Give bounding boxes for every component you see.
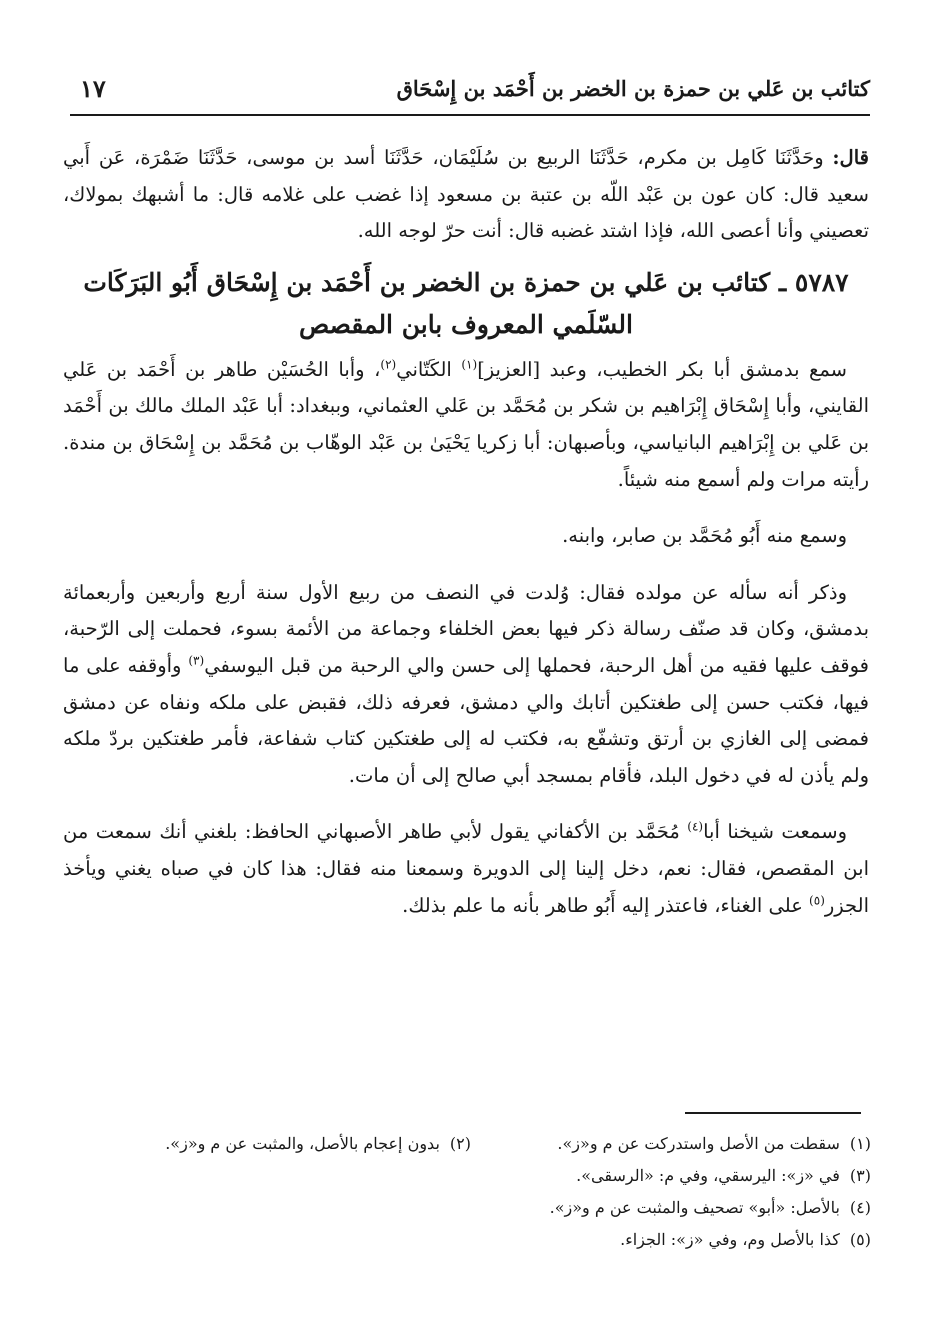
paragraph-5 (63, 814, 869, 924)
paragraph-5-part-a: وسمعت شيخنا أبا (703, 820, 847, 844)
paragraph-5-part-c: على الغناء، فاعتذر إليه أَبُو طاهر بأنه ما علم بذلك. (402, 893, 810, 917)
paragraph-3: وسمع منه أَبُو مُحَمَّد بن صابر، وابنه. (562, 524, 847, 548)
footnote-2-number: (٢) (449, 1134, 471, 1153)
paragraph-4-part-a: وذكر أنه سأله عن مولده فقال: وُلدت في النصف من ربيع الأول سنة أربع وأربعين وأربعمائة بدمشق، وكان قد صنّف رسالة ذكر فيها بعض الخلفاء وجماعة من الأئمة بسوء، فحملت إلى الرّحبة، فوقف عليها فقيه من أهل الرحبة، فحملها إلى حسن والي الرحبة من قبل اليوسفي (63, 580, 869, 677)
paragraph-1-lead: قال: (832, 146, 869, 169)
paragraph-gap (63, 498, 869, 518)
footnote-3-text: في «ز»: اليرسقي، وفي م: «الرسقى». (576, 1166, 840, 1185)
footnote-1 (471, 1128, 871, 1160)
paragraph-1 (63, 140, 869, 250)
paragraph-4 (63, 575, 869, 795)
footnote-5-text: كذا بالأصل وم، وفي «ز»: الجزاء. (620, 1230, 840, 1249)
footnote-ref-5: (٥) (809, 893, 825, 907)
footnote-ref-2: (٢) (380, 357, 397, 372)
footnote-5 (620, 1224, 871, 1256)
footnote-5-number: (٥) (849, 1230, 871, 1249)
paragraph-2-part-a: سمع بدمشق أبا بكر الخطيب، وعبد [العزيز] (477, 357, 848, 381)
page-number: ١٧ (80, 74, 106, 103)
paragraph-2-part-c: ، وأبا الحُسَيْن طاهر بن أَحْمَد بن عَلي القايني، وأبا إِسْحَاق إِبْرَاهيم بن شكر بن مُحَمَّد بن عَلي العثماني، وببغداد: أبا عَبْد الملك مالك بن أَحْمَد بن عَلي بن إِبْرَاهيم البانياسي، وبأصبهان: أبا زكريا يَحْيَىٰ بن عَبْد الوهّاب بن مُحَمَّد بن إِسْحَاق بن مندة. رأيته مرات ولم أسمع منه شيئاً. (63, 357, 869, 491)
footnote-row (61, 1128, 871, 1160)
paragraph-4-part-b: وأوقفه على ما فيها، فكتب حسن إلى طغتكين أتابك والي دمشق، فعرفه ذلك، فقبض على ملكه ونفاه عن دمشق فمضى إلى الغازي بن أرتق وتشفّع به، فكتب له إلى طغتكين كتاب شفاعة، فأمر طغتكين بردّ ملكه ولم يأذن له في دخول البلد، فأقام بمسجد أبي صالح إلى أن مات. (63, 653, 869, 787)
footnote-ref-4: (٤) (687, 819, 704, 834)
paragraph-2 (63, 352, 869, 498)
footnote-ref-3: (٣) (188, 653, 205, 668)
footnote-divider (685, 1112, 861, 1114)
footnote-2 (165, 1128, 471, 1160)
footnote-1-text: سقطت من الأصل واستدركت عن م و«ز». (557, 1134, 840, 1153)
footnote-row (61, 1160, 871, 1192)
footnote-4-number: (٤) (849, 1198, 871, 1217)
paragraph-5-part-b: مُحَمَّد بن الأكفاني يقول لأبي طاهر الأصبهاني الحافظ: بلغني أنك سمعت من ابن المقصص، فقال: نعم، دخل إلينا إلى الدويرة وسمعنا منه فقال: هذا كان في صباه يغني ويأخذ الجزر (63, 820, 869, 917)
footnote-row (61, 1224, 871, 1256)
main-text (63, 140, 869, 924)
footnote-row (61, 1192, 871, 1224)
entry-heading (63, 262, 869, 346)
footnote-1-number: (١) (849, 1134, 871, 1153)
footnotes (61, 1128, 871, 1256)
running-header (70, 72, 870, 116)
paragraph-gap (63, 555, 869, 575)
footnote-4-text: بالأصل: «أبو» تصحيف والمثبت عن م و«ز». (549, 1198, 840, 1217)
paragraph-2-part-b: الكَتّاني (396, 357, 462, 381)
footnote-4 (550, 1192, 871, 1224)
footnote-3 (576, 1160, 871, 1192)
footnote-2-text: بدون إعجام بالأصل، والمثبت عن م و«ز». (165, 1134, 440, 1153)
header-title: كتائب بن عَلي بن حمزة بن الخضر بن أَحْمَد بن إِسْحَاق (396, 76, 870, 101)
entry-number: ٥٧٨٧ (794, 267, 849, 297)
entry-heading-text: ـ كتائب بن عَلي بن حمزة بن الخضر بن أَحْمَد بن إِسْحَاق أَبُو البَرَكَات السّلَمي المعروف بابن المقصص (83, 267, 795, 339)
paragraph-1-text: وحَدَّثَنَا كَامِل بن مكرم، حَدَّثَنَا الربيع بن سُلَيْمَان، حَدَّثَنَا أسد بن موسى، حَدَّثَنَا ضَمْرَة، عَن أَبي سعيد قال: كان عون بن عَبْد اللّه بن عتبة بن مسعود إذا غضب على غلامه قال: ما أشبهك بمولاك، تعصيني وأنا أعصى الله، فإذا اشتد غضبه قال: أنت حرّ لوجه الله. (63, 146, 869, 243)
paragraph-gap (63, 794, 869, 814)
footnote-ref-1: (١) (461, 357, 478, 372)
footnote-3-number: (٣) (849, 1166, 871, 1185)
